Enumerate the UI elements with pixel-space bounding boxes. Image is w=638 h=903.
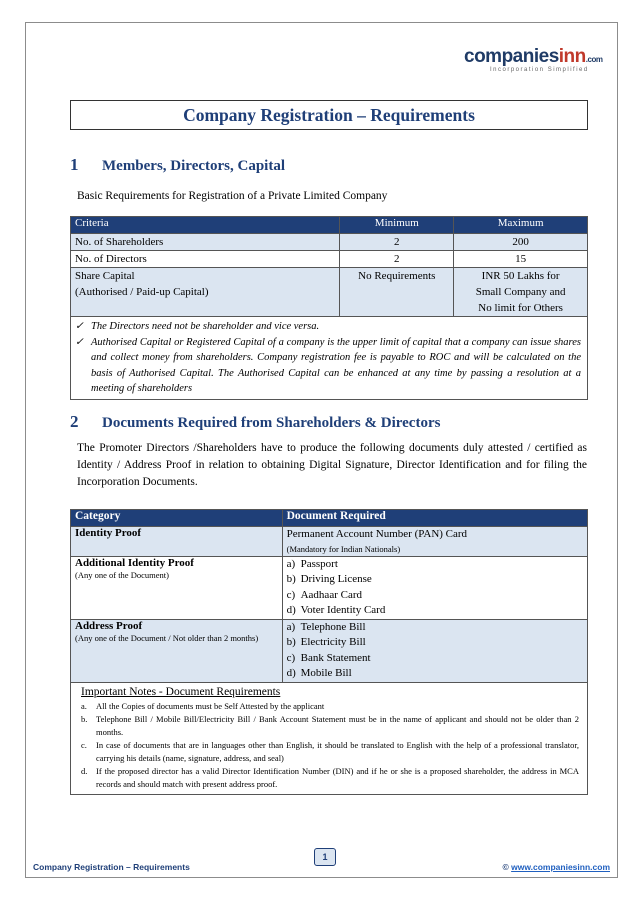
footer-website-link[interactable]: www.companiesinn.com <box>511 862 610 872</box>
cell-criteria: No. of Directors <box>71 251 340 268</box>
company-logo[interactable] <box>464 46 603 78</box>
list-item: d) Mobile Bill <box>286 667 352 679</box>
list-item: b) Electricity Bill <box>286 636 366 648</box>
table-row <box>71 619 588 682</box>
cell-criteria: Share Capital (Authorised / Paid-up Capital) <box>71 268 340 317</box>
header-document-required: Document Required <box>282 510 587 527</box>
document-title: Company Registration – Requirements <box>183 105 475 125</box>
table-row <box>71 251 588 268</box>
table-row <box>71 556 588 619</box>
cell-minimum: 2 <box>340 251 454 268</box>
header-criteria: Criteria <box>71 217 340 234</box>
table-row <box>71 234 588 251</box>
header-category: Category <box>71 510 283 527</box>
checkmark-icon: ✓ <box>75 321 84 332</box>
list-item: b) Driving License <box>286 573 372 585</box>
cell-minimum: No Requirements <box>340 268 454 317</box>
list-item: a) Passport <box>286 557 338 570</box>
list-item: d) Voter Identity Card <box>286 604 386 616</box>
cell-category: Additional Identity Proof (Any one of the Document) <box>71 556 283 619</box>
cell-category: Address Proof (Any one of the Document / Not older than 2 months) <box>71 619 283 682</box>
cell-minimum: 2 <box>340 234 454 251</box>
section2-heading: 2 Documents Required from Shareholders & Directors <box>70 412 441 431</box>
cell-criteria: No. of Shareholders <box>71 234 340 251</box>
list-item: ✓ Authorised Capital or Registered Capital of a company is the upper limit of capital that a company can issue shares and collect money from shareholders. Company registration fee is payable to ROC and will be calculated on the basis of Authorised Capital. The Authorised Capital can be enhanced at any time by passing a resolution at a meeting of shareholders <box>75 335 581 397</box>
documents-required-table <box>70 509 588 795</box>
document-title-box <box>70 100 588 130</box>
cell-document <box>282 556 587 619</box>
notes-cell <box>71 317 588 400</box>
section2-intro: The Promoter Directors /Shareholders have to produce the following documents duly attested / certified as Identity / Address Proof in relation to obtaining Digital Signature, Director Identification and for filing the Incorporation Documents. <box>77 442 587 488</box>
cell-maximum: 15 <box>454 251 588 268</box>
table-row <box>71 527 588 557</box>
important-notes-title: Important Notes - Document Requirements <box>81 685 281 698</box>
table-row <box>71 268 588 317</box>
section1-heading: 1 Members, Directors, Capital <box>70 155 286 174</box>
list-item: a. All the Copies of documents must be Self Attested by the applicant <box>81 700 325 711</box>
checkmark-icon: ✓ <box>75 336 84 348</box>
list-item: ✓ The Directors need not be shareholder and vice versa. <box>75 319 581 335</box>
list-item: d. If the proposed director has a valid Director Identification Number (DIN) and if he or she is a proposed shareholder, the address in MCA records and should match with present address proof. <box>81 765 579 789</box>
list-item: c) Bank Statement <box>286 651 371 664</box>
list-item: b. Telephone Bill / Mobile Bill/Electricity Bill / Bank Account Statement must be in the name of applicant and should not be older than 2 months. <box>81 713 579 737</box>
members-requirements-table <box>70 216 588 400</box>
cell-document <box>282 619 587 682</box>
logo-wordmark: companiesinn.com <box>464 46 603 67</box>
cell-document: Permanent Account Number (PAN) Card (Mandatory for Indian Nationals) <box>282 527 587 557</box>
footer-copyright: © www.companiesinn.com <box>502 862 610 872</box>
cell-maximum: INR 50 Lakhs for Small Company and No limit for Others <box>454 268 588 317</box>
important-notes-cell <box>71 682 588 794</box>
table-header-row <box>71 510 588 527</box>
header-minimum: Minimum <box>340 217 454 234</box>
table-notes-row <box>71 317 588 400</box>
logo-tagline: Incorporation Simplified <box>490 67 589 73</box>
section1-intro: Basic Requirements for Registration of a Private Limited Company <box>77 190 388 202</box>
important-notes-row <box>71 682 588 794</box>
table-header-row <box>71 217 588 234</box>
footer-title: Company Registration – Requirements <box>33 862 190 872</box>
list-item: a) Telephone Bill <box>286 620 366 633</box>
header-maximum: Maximum <box>454 217 588 234</box>
page-number: 1 <box>314 848 336 866</box>
cell-maximum: 200 <box>454 234 588 251</box>
cell-category: Identity Proof <box>71 527 283 557</box>
list-item: c. In case of documents that are in languages other than English, it should be translated to English with the help of a professional translator, carrying his details (name, signature, address, and seal) <box>81 739 579 763</box>
list-item: c) Aadhaar Card <box>286 588 362 601</box>
